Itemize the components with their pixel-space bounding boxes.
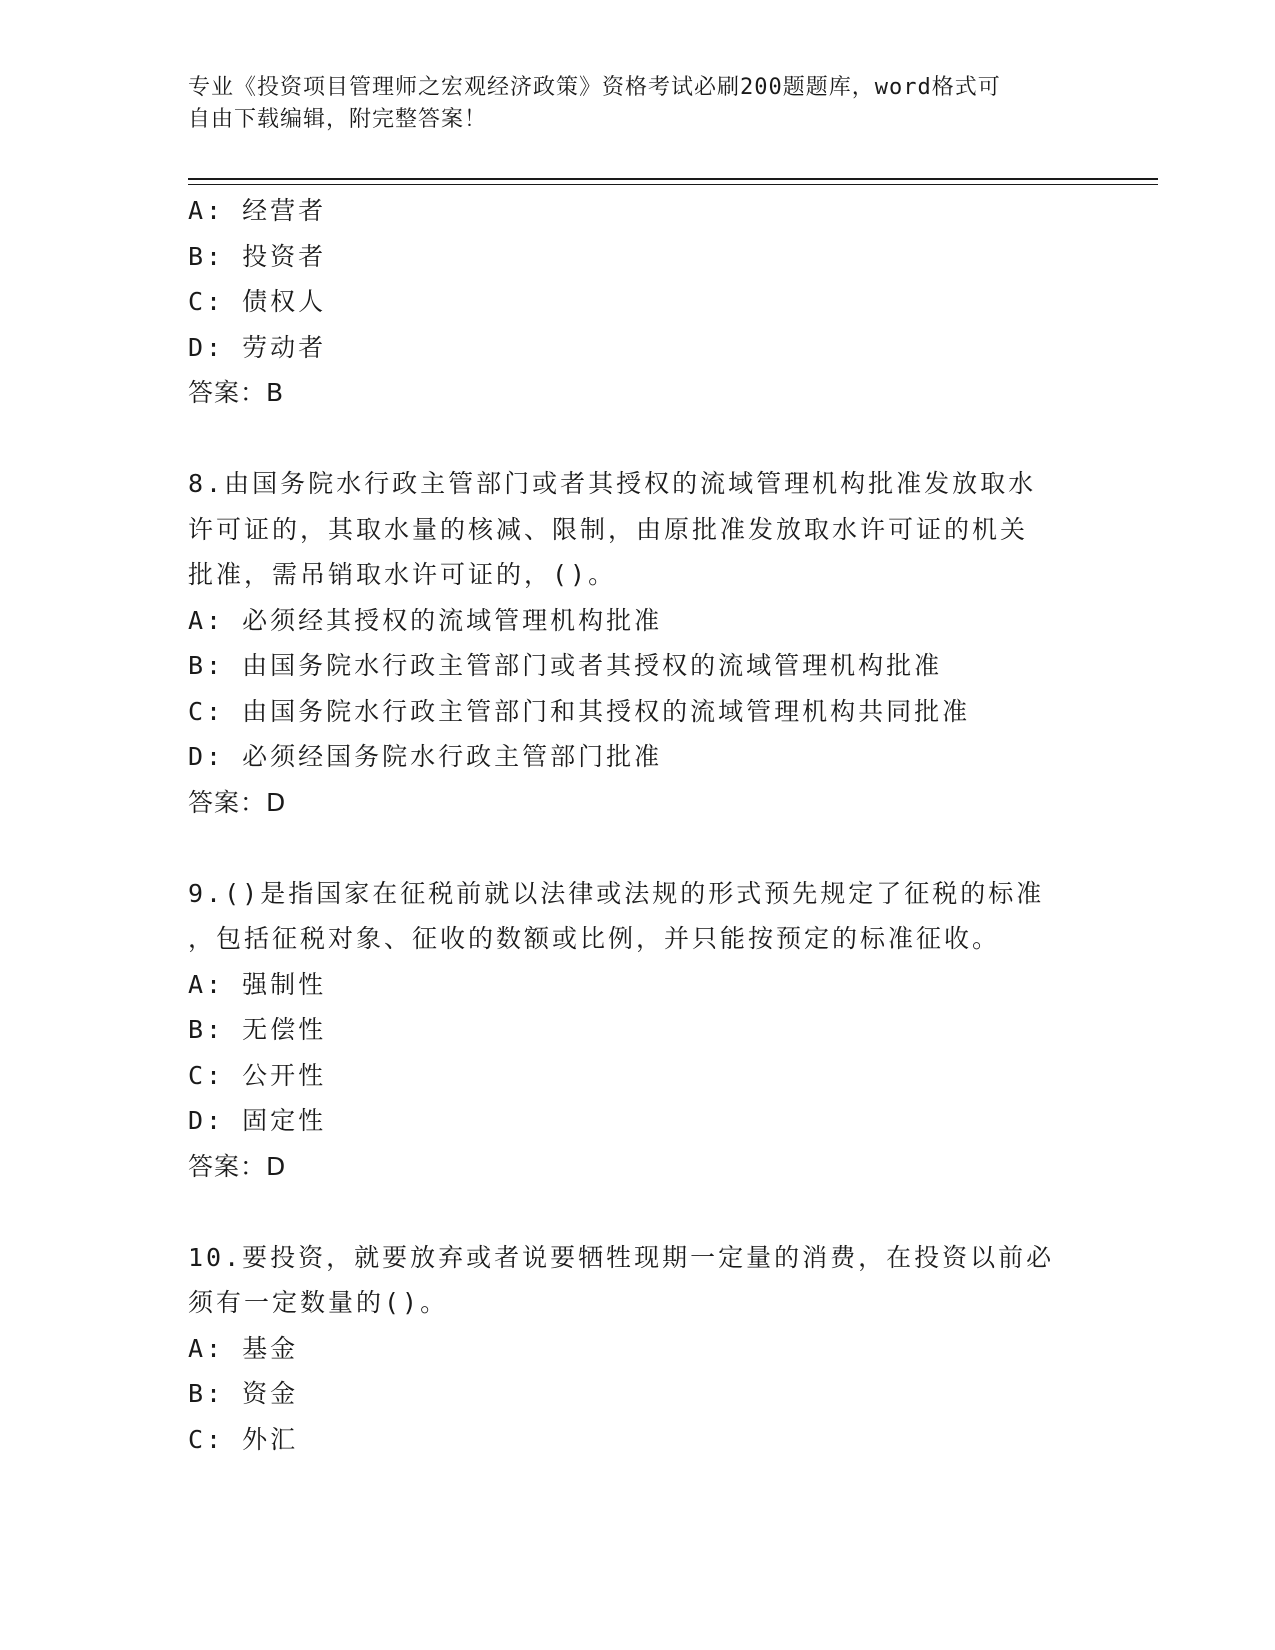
question-10 (188, 1235, 1088, 1463)
spacer (188, 825, 1088, 871)
option-c: C: 外汇 (188, 1424, 299, 1454)
question-9 (188, 871, 1088, 1190)
option-c: C: 公开性 (188, 1060, 327, 1090)
option-c: C: 债权人 (188, 287, 327, 316)
option-b: B: 由国务院水行政主管部门或者其授权的流域管理机构批准 (188, 651, 943, 680)
header-line-1: 专业《投资项目管理师之宏观经济政策》资格考试必刷200题题库，word格式可 (188, 75, 1001, 100)
answer-label: 答案：D (188, 787, 287, 817)
question-text-line: 9.()是指国家在征税前就以法律或法规的形式预先规定了征税的标准 (188, 878, 1045, 908)
answer-label: 答案：B (188, 378, 285, 407)
option-b: B: 资金 (188, 1379, 299, 1408)
option-a: A: 必须经其授权的流域管理机构批准 (188, 605, 663, 635)
option-d: D: 必须经国务院水行政主管部门批准 (188, 742, 663, 771)
option-a: A: 经营者 (188, 196, 327, 225)
header-divider-thin (188, 184, 1158, 185)
question-text-line: 10.要投资，就要放弃或者说要牺牲现期一定量的消费，在投资以前必 (188, 1242, 1055, 1272)
header-divider-thick (188, 178, 1158, 180)
document-header (188, 72, 1088, 136)
option-b: B: 无偿性 (188, 1015, 327, 1044)
option-a: A: 强制性 (188, 969, 327, 999)
option-d: D: 劳动者 (188, 332, 327, 362)
option-b: B: 投资者 (188, 241, 327, 271)
question-text-line: 许可证的，其取水量的核减、限制，由原批准发放取水许可证的机关 (188, 514, 1029, 544)
question-8 (188, 461, 1088, 825)
spacer (188, 1189, 1088, 1235)
spacer (188, 416, 1088, 462)
question-7 (188, 188, 1088, 416)
question-text-line: ，包括征税对象、征收的数额或比例，并只能按预定的标准征收。 (188, 924, 1001, 953)
header-line-2: 自由下载编辑，附完整答案！ (188, 107, 488, 132)
option-c: C: 由国务院水行政主管部门和其授权的流域管理机构共同批准 (188, 696, 971, 726)
option-d: D: 固定性 (188, 1106, 327, 1135)
question-text-line: 须有一定数量的()。 (188, 1288, 449, 1317)
answer-label: 答案：D (188, 1151, 287, 1181)
question-text-line: 批准，需吊销取水许可证的，()。 (188, 560, 617, 589)
option-a: A: 基金 (188, 1333, 299, 1363)
document-body (188, 188, 1088, 1462)
question-text-line: 8.由国务院水行政主管部门或者其授权的流域管理机构批准发放取水 (188, 469, 1037, 498)
